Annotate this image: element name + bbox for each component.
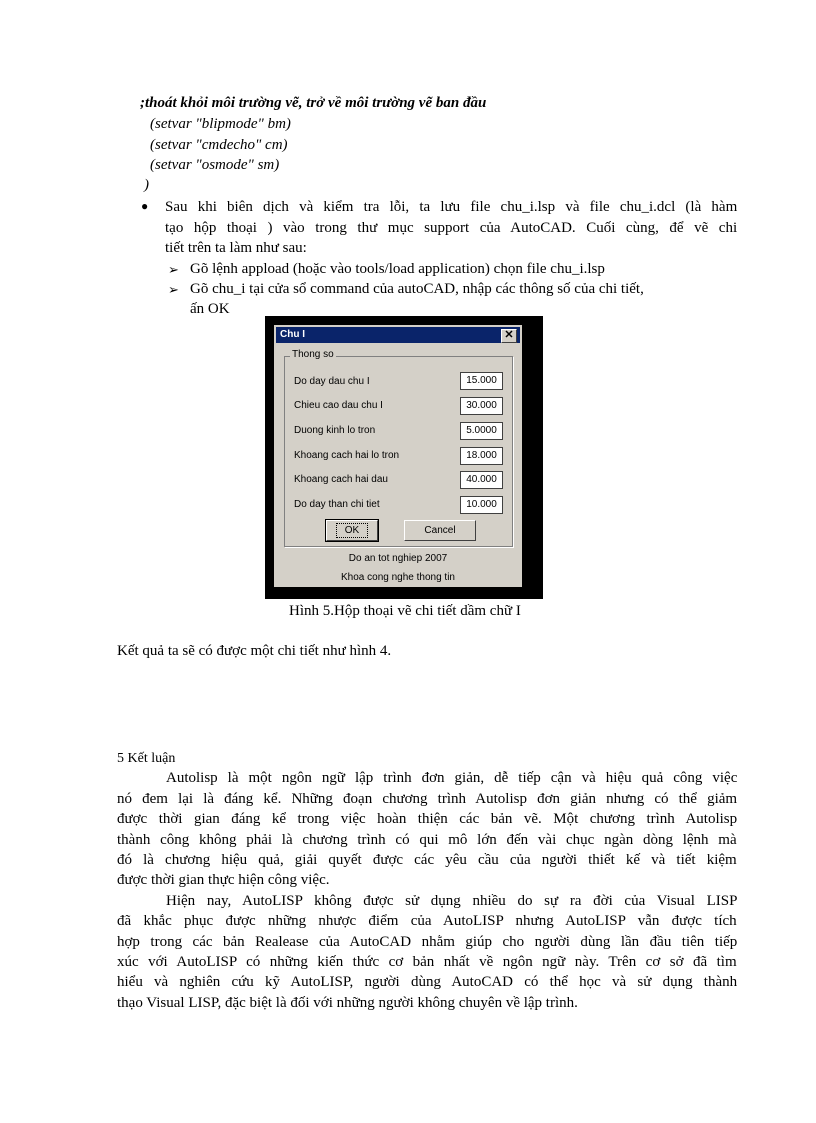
paragraph-line: hiểu và nghiên cứu kỹ AutoLISP, người dùng AutoCAD có thể học và sử dụng thành [117, 974, 738, 990]
close-icon[interactable]: ✕ [501, 329, 517, 343]
paragraph-line: thành công không phải là chương trình có qui mô lớn đến vài chục ngàn dòng lệnh mà [117, 832, 737, 848]
bullet-line: Sau khi biên dịch và kiểm tra lỗi, ta lưu file chu_i.lsp và file chu_i.dcl (là hàm [165, 199, 738, 215]
section-heading: 5 Kết luận [117, 751, 176, 766]
field-input[interactable]: 18.000 [460, 447, 503, 465]
dialog-titlebar [276, 327, 520, 343]
dialog-footer-line: Khoa cong nghe thong tin [341, 572, 455, 583]
result-text: Kết quả ta sẽ có được một chi tiết như hình 4. [117, 643, 392, 659]
dialog-screenshot [265, 316, 543, 599]
dialog-title: Chu I [280, 329, 305, 340]
field-input[interactable]: 30.000 [460, 397, 503, 415]
field-label: Khoang cach hai dau [294, 474, 388, 485]
field-label: Duong kinh lo tron [294, 425, 376, 436]
paragraph-line: đã khắc phục được những nhược điểm của AutoLISP nhưng AutoLISP vẫn được tích [117, 913, 737, 929]
ok-button[interactable] [326, 520, 378, 541]
sub-bullet-line: Gõ lệnh appload (hoặc vào tools/load application) chọn file chu_i.lsp [190, 261, 605, 277]
group-label: Thong so [292, 349, 334, 360]
field-input[interactable]: 10.000 [460, 496, 503, 514]
paragraph-line: Hiện nay, AutoLISP không được sử dụng nhiều do sự ra đời của Visual LISP [166, 893, 738, 909]
ok-label: OK [336, 523, 368, 538]
field-label: Khoang cach hai lo tron [294, 450, 400, 461]
arrow-bullet-icon: ➢ [168, 282, 179, 297]
dialog-footer-line: Do an tot nghiep 2007 [348, 553, 448, 564]
bullet-icon: ● [141, 199, 149, 213]
paragraph-line: thạo Visual LISP, đặc biệt là đối với những người không chuyên về lập trình. [117, 995, 578, 1011]
paragraph-line: được thời gian thực hiện công việc. [117, 872, 330, 888]
paragraph-line: đó là chương hiệu quả, giải quyết được các yêu cầu của người thiết kế và tiết kiệm [117, 852, 737, 868]
code-line: (setvar "osmode" sm) [150, 157, 280, 173]
field-input[interactable]: 5.0000 [460, 422, 503, 440]
paragraph-line: Autolisp là một ngôn ngữ lập trình đơn giản, dễ tiếp cận và hiệu quả công việc [166, 770, 738, 786]
sub-bullet-line: Gõ chu_i tại cửa sổ command của autoCAD, nhập các thông số của chi tiết, [190, 281, 644, 297]
figure-caption: Hình 5.Hộp thoại vẽ chi tiết dầm chữ I [289, 603, 521, 619]
code-line: (setvar "cmdecho" cm) [150, 137, 288, 153]
cancel-button[interactable]: Cancel [404, 520, 476, 541]
paragraph-line: nó đem lại là đáng kể. Những đoạn chương trình Autolisp đơn giản nhưng có thể giảm [117, 791, 738, 807]
field-label: Do day than chi tiet [294, 499, 380, 510]
paragraph-line: xúc với AutoLISP có những kiến thức cơ bản nhất về ngôn ngữ này. Trên cơ sở đã tìm [117, 954, 737, 970]
paragraph-line: được thời gian đáng kể trong việc hoàn thiện các bản vẽ. Một chương trình Autolisp [117, 811, 738, 827]
code-line: (setvar "blipmode" bm) [150, 116, 291, 132]
paragraph-line: hợp trong các bản Realease của AutoCAD nhằm giúp cho người dùng lần đầu tiên tiếp [117, 934, 738, 950]
bullet-line: tạo hộp thoại ) vào trong thư mục support của AutoCAD. Cuối cùng, để vẽ chi [165, 220, 738, 236]
field-input[interactable]: 15.000 [460, 372, 503, 390]
bullet-line: tiết trên ta làm như sau: [165, 240, 307, 256]
dialog-window [274, 325, 522, 587]
code-comment: ;thoát khỏi môi trường vẽ, trở về môi trường vẽ ban đầu [140, 95, 487, 111]
arrow-bullet-icon: ➢ [168, 262, 179, 277]
field-label: Do day dau chu I [294, 376, 370, 387]
field-label: Chieu cao dau chu I [294, 400, 383, 411]
field-input[interactable]: 40.000 [460, 471, 503, 489]
code-line: ) [144, 177, 149, 193]
sub-bullet-line: ấn OK [190, 301, 230, 317]
